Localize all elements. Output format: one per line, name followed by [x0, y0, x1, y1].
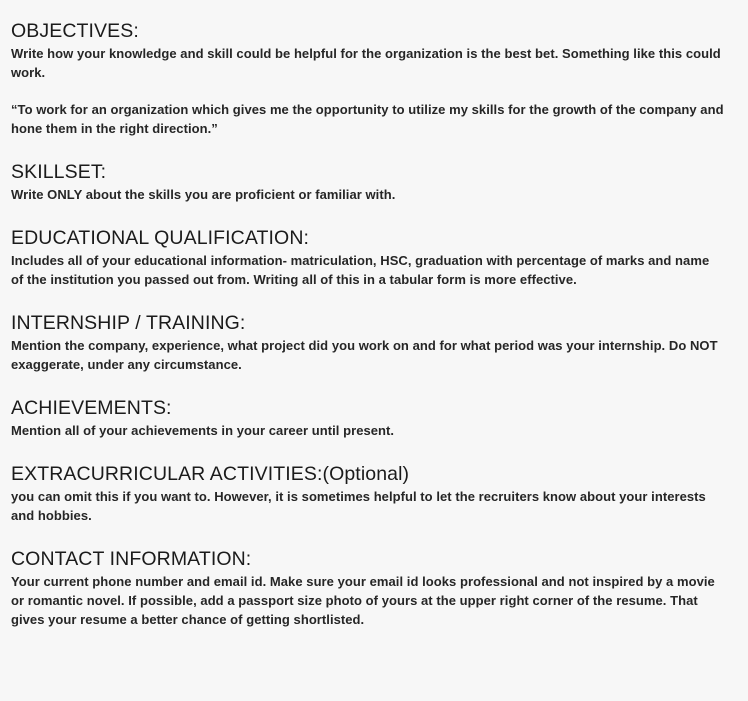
- section-heading: OBJECTIVES:: [11, 20, 139, 42]
- section-paragraph: Write how your knowledge and skill could be helpful for the organization is the best bet. Something like this could work.: [11, 46, 721, 80]
- section-heading: INTERNSHIP / TRAINING:: [11, 312, 246, 334]
- section-internship-training: [11, 311, 724, 374]
- section-skillset: [11, 160, 724, 204]
- section-extracurricular-activities: [11, 462, 724, 525]
- section-paragraph: Your current phone number and email id. Make sure your email id looks professional and not inspired by a movie or romantic novel. If possible, add a passport size photo of yours at the upper right corner of the resume. That gives your resume a better chance of getting shortlisted.: [11, 574, 715, 627]
- section-educational-qualification: [11, 226, 724, 289]
- section-paragraph: Mention all of your achievements in your career until present.: [11, 423, 395, 438]
- section-heading: EXTRACURRICULAR ACTIVITIES:(Optional): [11, 463, 410, 485]
- section-heading: ACHIEVEMENTS:: [11, 397, 172, 419]
- section-heading: CONTACT INFORMATION:: [11, 548, 252, 570]
- section-heading: EDUCATIONAL QUALIFICATION:: [11, 227, 310, 249]
- section-paragraph: Includes all of your educational information- matriculation, HSC, graduation with percentage of marks and name of the institution you passed out from. Writing all of this in a tabular form is more effective.: [11, 253, 710, 287]
- section-paragraph: Write ONLY about the skills you are proficient or familiar with.: [11, 187, 396, 202]
- section-paragraph: Mention the company, experience, what project did you work on and for what period was your internship. Do NOT exaggerate, under any circumstance.: [11, 338, 718, 372]
- section-heading: SKILLSET:: [11, 161, 107, 183]
- section-paragraph: you can omit this if you want to. However, it is sometimes helpful to let the recruiters know about your interests and hobbies.: [11, 489, 706, 523]
- section-achievements: [11, 396, 724, 440]
- section-objectives: [11, 19, 724, 138]
- section-contact-information: [11, 547, 724, 629]
- objective-example-quote: “To work for an organization which gives me the opportunity to utilize my skills for the growth of the company and hone them in the right direction.”: [11, 102, 724, 136]
